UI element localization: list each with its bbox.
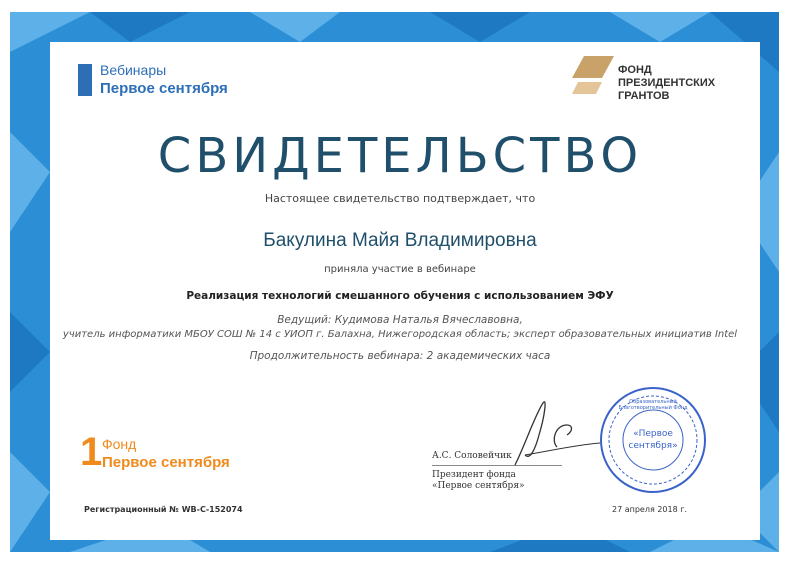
signer-position-line2: «Первое сентября» <box>432 481 525 491</box>
city-label: г. Москва <box>370 529 410 538</box>
ps-fund-logo <box>80 430 260 476</box>
signer-position-line1: Президент фонда <box>432 470 516 480</box>
presidential-grants-emblem-icon <box>572 56 614 94</box>
certificate-title: СВИДЕТЕЛЬСТВО <box>157 128 643 184</box>
webinars-logo-line2: Первое сентября <box>100 80 228 97</box>
official-stamp <box>598 385 708 495</box>
ps-fund-number-one: 1 <box>80 430 103 474</box>
stamp-center-line2: сентября» <box>628 441 678 451</box>
webinars-logo <box>78 62 248 102</box>
webinars-logo-line1: Вебинары <box>100 62 167 78</box>
stamp-ring-text: Образовательный Благотворительный Фонд <box>618 399 688 411</box>
ps-fund-logo-line2: Первое сентября <box>102 454 230 471</box>
ps-fund-logo-line1: Фонд <box>102 436 137 452</box>
participation-text: приняла участие в вебинаре <box>324 264 476 275</box>
handwritten-signature <box>495 395 605 470</box>
host-details: учитель информатики МБОУ СОШ № 14 с УИОП г. Балахна, Нижегородская область; эксперт образовательных инициатив Intel <box>62 329 738 340</box>
presidential-grants-logo <box>572 56 732 106</box>
recipient-name: Бакулина Майя Владимировна <box>263 230 537 251</box>
confirm-text: Настоящее свидетельство подтверждает, что <box>264 192 536 205</box>
webinar-title: Реализация технологий смешанного обучения с использованием ЭФУ <box>186 290 614 302</box>
fund-logo-line3: ГРАНТОВ <box>618 90 670 102</box>
fund-logo-line2: ПРЕЗИДЕНТСКИХ <box>618 77 716 89</box>
fund-logo-line1: ФОНД <box>618 64 652 76</box>
host-line: Ведущий: Кудимова Наталья Вячеславовна, <box>277 314 523 326</box>
stamp-center-line1: «Первое <box>633 429 673 439</box>
signer-name: А.С. Соловейчик <box>432 451 512 461</box>
registration-number: Регистрационный № WB-С-152074 <box>84 505 243 514</box>
number-one-logo-mark <box>78 64 92 96</box>
issue-date: 27 апреля 2018 г. <box>612 505 687 514</box>
duration-text: Продолжительность вебинара: 2 академических часа <box>249 350 551 362</box>
